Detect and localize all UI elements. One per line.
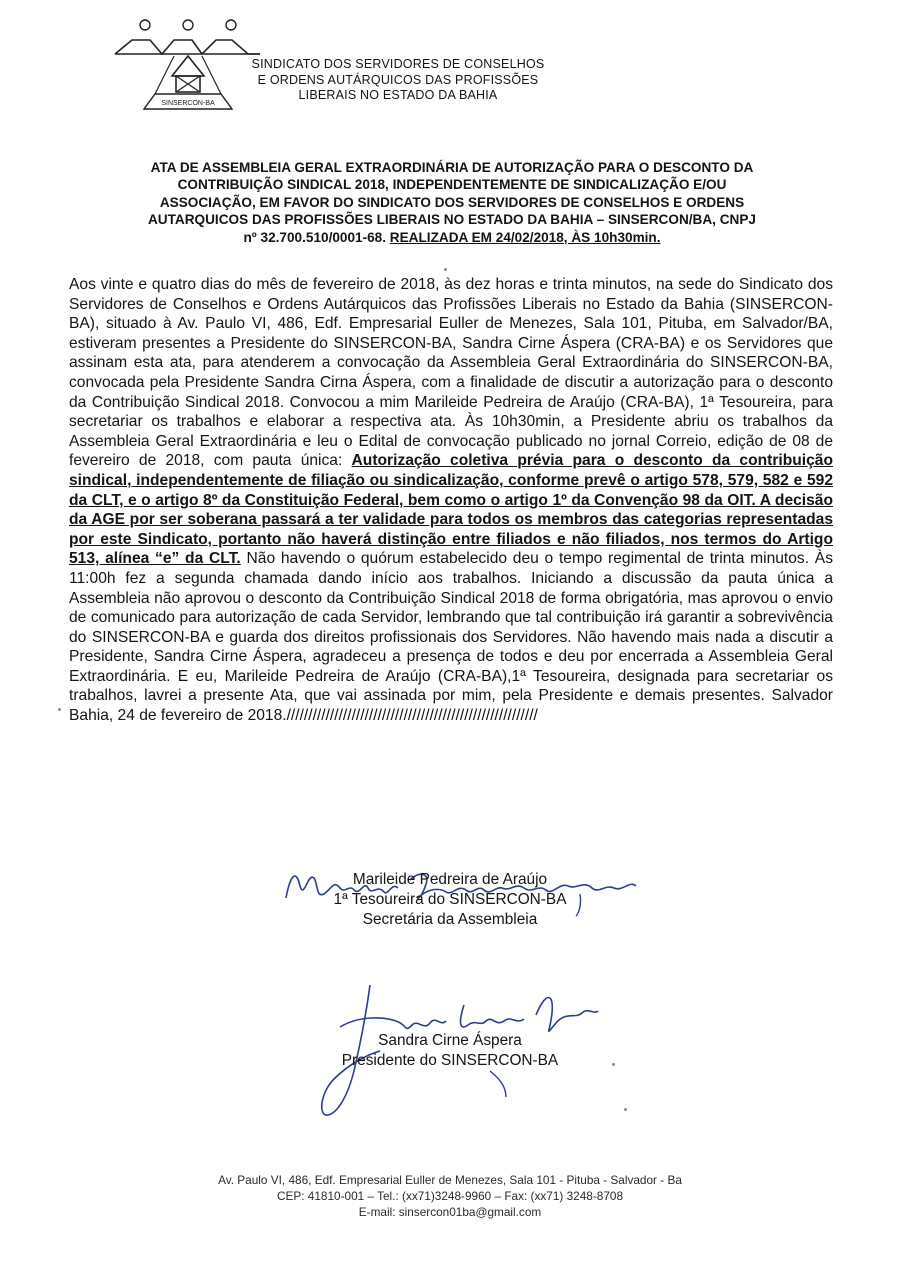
title-line: ASSOCIAÇÃO, EM FAVOR DO SINDICATO DOS SERVIDORES DE CONSELHOS E ORDENS xyxy=(159,194,745,210)
scan-speck xyxy=(444,268,447,271)
union-name-line: E ORDENS AUTÁRQUICOS DAS PROFISSÕES xyxy=(257,72,539,87)
footer-address: Av. Paulo VI, 486, Edf. Empresarial Euller de Menezes, Sala 101 - Pituba - Salvador - Ba xyxy=(218,1173,682,1187)
title-line: AUTARQUICOS DAS PROFISSÕES LIBERAIS NO ESTADO DA BAHIA – SINSERCON/BA, CNPJ xyxy=(147,212,756,228)
signature-block-secretary xyxy=(300,870,600,930)
footer-email: E-mail: sinsercon01ba@gmail.com xyxy=(358,1205,542,1219)
title-line: ATA DE ASSEMBLEIA GERAL EXTRAORDINÁRIA DE AUTORIZAÇÃO PARA O DESCONTO DA xyxy=(150,160,754,175)
scan-speck xyxy=(624,1108,627,1111)
signature-block-president xyxy=(300,985,600,1071)
union-name-line: LIBERAIS NO ESTADO DA BAHIA xyxy=(298,88,498,102)
title-line: CONTRIBUIÇÃO SINDICAL 2018, INDEPENDENTEMENTE DE SINDICALIZAÇÃO E/OU xyxy=(177,177,727,193)
scan-speck xyxy=(58,708,61,711)
page-footer xyxy=(150,1172,750,1220)
title-date: REALIZADA EM 24/02/2018, ÀS 10h30min. xyxy=(389,229,661,245)
body-paragraph-part2: Não havendo o quórum estabelecido deu o tempo regimental de trinta minutos. Às 11:00h fez a segunda chamada dando início aos trabalhos. Iniciando a discussão da pauta única a Assembleia não aprovou o desconto da Contribuição Sindical 2018 de forma obrigatória, mas aprovou o envio de comunicado para autorização de cada Servidor, lembrando que tal contribuição irá garantir a sobrevivência do SINSERCON-BA e guarda dos direitos profissionais dos Servidores. Não havendo mais nada a discutir a Presidente, Sandra Cirne Áspera, agradeceu a presença de todos e deu por encerrada a Assembleia Geral Extraordinária. E eu, Marileide Pedreira de Araújo (CRA-BA),1ª Tesoureira, designada para secretariar os trabalhos, lavrei a presente Ata, que vai assinada por mim, pela Presidente e demais presentes. Salvador Bahia, 24 de fevereiro de 2018.////////////////////////////////////////////////////////// xyxy=(69,550,833,725)
union-name xyxy=(228,57,568,104)
signatory-role: Presidente do SINSERCON-BA xyxy=(341,1052,559,1069)
union-name-line: SINDICATO DOS SERVIDORES DE CONSELHOS xyxy=(251,57,545,71)
footer-contact: CEP: 41810-001 – Tel.: (xx71)3248-9960 – Fax: (xx71) 3248-8708 xyxy=(276,1189,624,1203)
minutes-body xyxy=(69,275,833,726)
signature-spacer xyxy=(300,985,600,1031)
logo-text: SINSERCON-BA xyxy=(161,100,215,107)
signatory-name: Sandra Cirne Áspera xyxy=(378,1032,522,1049)
document-title xyxy=(72,159,832,246)
title-line-last xyxy=(72,229,832,246)
signatory-role-secondary: Secretária da Assembleia xyxy=(362,911,538,928)
letterhead xyxy=(110,14,570,114)
signatory-name: Marileide Pedreira de Araújo xyxy=(352,871,548,888)
scan-speck xyxy=(612,1063,615,1066)
title-cnpj: nº 32.700.510/0001-68. xyxy=(243,229,390,245)
body-paragraph-part1: Aos vinte e quatro dias do mês de fevereiro de 2018, às dez horas e trinta minutos, na sede do Sindicato dos Servidores de Conselhos e Ordens Autárquicos das Profissões Liberais no Estado da Bahia (SINSERCON-BA), situado à Av. Paulo VI, 486, Edf. Empresarial Euller de Menezes, Sala 101, Pituba, em Salvador/BA, estiveram presentes a Presidente do SINSERCON-BA, Sandra Cirne Áspera (CRA-BA) e os Servidores que assinam esta ata, para atenderem a convocação da Assembleia Geral Extraordinária do SINSERCON-BA, convocada pela Presidente Sandra Cirna Áspera, com a finalidade de discutir a autorização para o desconto da Contribuição Sindical 2018. Convocou a mim Marileide Pedreira de Araújo (CRA-BA), 1ª Tesoureira, para secretariar os trabalhos e elaborar a respectiva ata. Às 10h30min, a Presidente abriu os trabalhos da Assembleia Geral Extraordinária e leu o Edital de convocação publicado no jornal Correio, edição de 08 de fevereiro de 2018, com pauta única: xyxy=(69,276,833,470)
signatory-role: 1ª Tesoureira do SINSERCON-BA xyxy=(333,891,567,908)
agenda-highlight: Autorização coletiva prévia para o desconto da contribuição sindical, independentemente de filiação ou sindicalização, conforme prevê o artigo 578, 579, 582 e 592 da CLT, e o artigo 8º da Constituição Federal, bem como o artigo 1º da Convenção 98 da OIT. A decisão da AGE por ser soberana passará a ter validade para todos os membros das categorias representadas por este Sindicato, portanto não haverá distinção entre filiados e não filiados, nos termos do Artigo 513, alínea “e” da CLT. xyxy=(69,452,833,568)
